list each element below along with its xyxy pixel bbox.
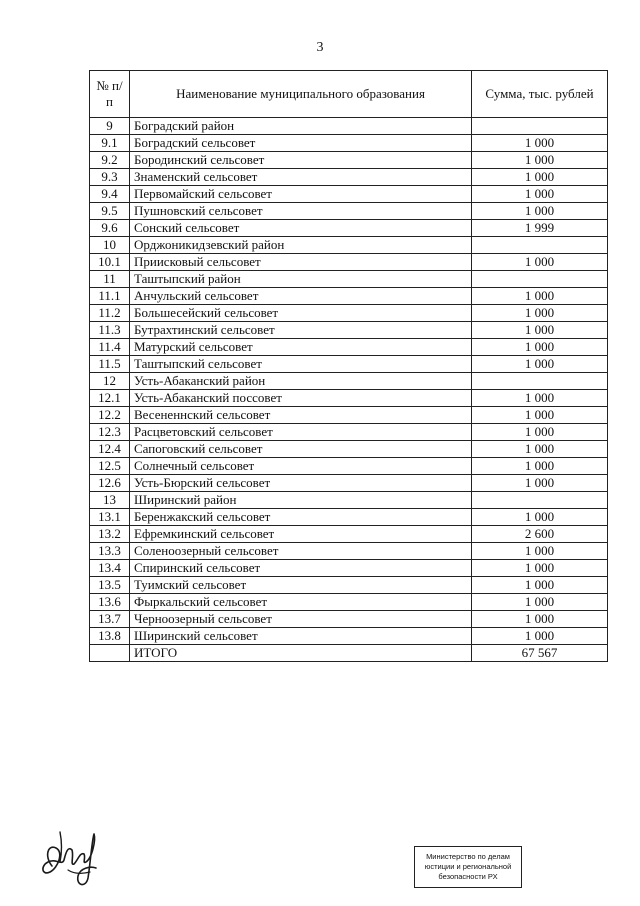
row-name-cell: Боградский сельсовет: [130, 135, 472, 152]
row-sum-cell: 1 999: [472, 220, 608, 237]
row-number-cell: 10.1: [90, 254, 130, 271]
row-name-cell: Усть-Бюрский сельсовет: [130, 475, 472, 492]
row-name-cell: Бутрахтинский сельсовет: [130, 322, 472, 339]
table-row: [90, 628, 608, 645]
table-row: [90, 254, 608, 271]
table-row: [90, 611, 608, 628]
row-sum-cell: 1 000: [472, 628, 608, 645]
table-row: [90, 543, 608, 560]
row-number-cell: 9.6: [90, 220, 130, 237]
row-number-cell: 10: [90, 237, 130, 254]
row-sum-cell: 1 000: [472, 407, 608, 424]
row-sum-cell: 1 000: [472, 186, 608, 203]
row-number-cell: 11.2: [90, 305, 130, 322]
row-sum-cell: 1 000: [472, 152, 608, 169]
row-name-cell: Орджоникидзевский район: [130, 237, 472, 254]
header-num: № п/п: [90, 71, 130, 118]
row-sum-cell: 1 000: [472, 424, 608, 441]
table-row: [90, 475, 608, 492]
row-number-cell: 9.5: [90, 203, 130, 220]
header-sum: Сумма, тыс. рублей: [472, 71, 608, 118]
row-name-cell: Приисковый сельсовет: [130, 254, 472, 271]
table-row: [90, 509, 608, 526]
row-sum-cell: 2 600: [472, 526, 608, 543]
row-number-cell: 13.7: [90, 611, 130, 628]
row-number-cell: 9.4: [90, 186, 130, 203]
row-sum-cell: 1 000: [472, 441, 608, 458]
row-number-cell: 12.4: [90, 441, 130, 458]
table-row: [90, 356, 608, 373]
table-row: [90, 237, 608, 254]
row-name-cell: Туимский сельсовет: [130, 577, 472, 594]
table-row: [90, 186, 608, 203]
row-name-cell: Солнечный сельсовет: [130, 458, 472, 475]
row-number-cell: 11.4: [90, 339, 130, 356]
row-number-cell: 11.3: [90, 322, 130, 339]
table-row: [90, 441, 608, 458]
row-number-cell: 12.2: [90, 407, 130, 424]
table-row: [90, 577, 608, 594]
table-row: [90, 305, 608, 322]
row-number-cell: 11: [90, 271, 130, 288]
row-name-cell: Беренжакский сельсовет: [130, 509, 472, 526]
row-sum-cell: 1 000: [472, 135, 608, 152]
table-row: [90, 322, 608, 339]
row-number-cell: 13.4: [90, 560, 130, 577]
row-number-cell: 12: [90, 373, 130, 390]
row-name-cell: Бородинский сельсовет: [130, 152, 472, 169]
row-number-cell: 13.5: [90, 577, 130, 594]
row-number-cell: 13: [90, 492, 130, 509]
table-row: [90, 458, 608, 475]
row-name-cell: Знаменский сельсовет: [130, 169, 472, 186]
table-row: [90, 407, 608, 424]
table-row: [90, 560, 608, 577]
row-name-cell: ИТОГО: [130, 645, 472, 662]
row-sum-cell: 1 000: [472, 203, 608, 220]
stamp-line-3: безопасности РХ: [438, 872, 498, 881]
table-row: [90, 594, 608, 611]
row-number-cell: 12.5: [90, 458, 130, 475]
row-number-cell: 12.1: [90, 390, 130, 407]
row-sum-cell: 1 000: [472, 305, 608, 322]
budget-table: [89, 70, 608, 662]
row-name-cell: Соленоозерный сельсовет: [130, 543, 472, 560]
table-row: [90, 373, 608, 390]
row-number-cell: 13.2: [90, 526, 130, 543]
row-sum-cell: 1 000: [472, 288, 608, 305]
row-number-cell: 9: [90, 118, 130, 135]
page-number: 3: [316, 40, 324, 55]
row-sum-cell: 1 000: [472, 475, 608, 492]
row-number-cell: 12.6: [90, 475, 130, 492]
row-name-cell: Таштыпский район: [130, 271, 472, 288]
row-sum-cell: 1 000: [472, 611, 608, 628]
table-row: [90, 339, 608, 356]
row-sum-cell: 1 000: [472, 458, 608, 475]
table-row: [90, 526, 608, 543]
table-row: [90, 152, 608, 169]
table-row: [90, 492, 608, 509]
header-name: Наименование муниципального образования: [130, 71, 472, 118]
table-header-row: [90, 71, 608, 118]
row-name-cell: Фыркальский сельсовет: [130, 594, 472, 611]
row-name-cell: Ширинский сельсовет: [130, 628, 472, 645]
row-name-cell: Анчульский сельсовет: [130, 288, 472, 305]
row-name-cell: Большесейский сельсовет: [130, 305, 472, 322]
table-row: [90, 169, 608, 186]
row-number-cell: [90, 645, 130, 662]
row-number-cell: 11.5: [90, 356, 130, 373]
row-name-cell: Спиринский сельсовет: [130, 560, 472, 577]
row-number-cell: 9.1: [90, 135, 130, 152]
row-sum-cell: 1 000: [472, 322, 608, 339]
row-name-cell: Первомайский сельсовет: [130, 186, 472, 203]
row-name-cell: Ефремкинский сельсовет: [130, 526, 472, 543]
row-sum-cell: [472, 492, 608, 509]
row-sum-cell: [472, 271, 608, 288]
row-sum-cell: 1 000: [472, 594, 608, 611]
row-number-cell: 9.2: [90, 152, 130, 169]
total-row: [90, 645, 608, 662]
ministry-stamp: [414, 846, 522, 888]
row-name-cell: Боградский район: [130, 118, 472, 135]
table-row: [90, 118, 608, 135]
row-name-cell: Пушновский сельсовет: [130, 203, 472, 220]
row-sum-cell: 1 000: [472, 356, 608, 373]
row-sum-cell: 1 000: [472, 509, 608, 526]
row-name-cell: Расцветовский сельсовет: [130, 424, 472, 441]
signature-image: [38, 826, 108, 890]
row-sum-cell: 1 000: [472, 169, 608, 186]
row-sum-cell: 1 000: [472, 577, 608, 594]
row-number-cell: 12.3: [90, 424, 130, 441]
table-row: [90, 135, 608, 152]
table-row: [90, 203, 608, 220]
row-name-cell: Усть-Абаканский поссовет: [130, 390, 472, 407]
row-sum-cell: 1 000: [472, 560, 608, 577]
row-name-cell: Матурский сельсовет: [130, 339, 472, 356]
stamp-line-2: юстиции и региональной: [424, 862, 512, 871]
row-number-cell: 13.6: [90, 594, 130, 611]
table-row: [90, 271, 608, 288]
table-body: [90, 118, 608, 662]
row-name-cell: Сапоговский сельсовет: [130, 441, 472, 458]
row-number-cell: 13.1: [90, 509, 130, 526]
row-sum-cell: [472, 373, 608, 390]
row-name-cell: Усть-Абаканский район: [130, 373, 472, 390]
table-row: [90, 424, 608, 441]
table-row: [90, 220, 608, 237]
row-sum-cell: 1 000: [472, 390, 608, 407]
table-row: [90, 390, 608, 407]
stamp-line-1: Министерство по делам: [426, 852, 510, 861]
row-name-cell: Сонский сельсовет: [130, 220, 472, 237]
row-number-cell: 13.8: [90, 628, 130, 645]
row-sum-cell: 1 000: [472, 254, 608, 271]
row-sum-cell: 67 567: [472, 645, 608, 662]
row-number-cell: 9.3: [90, 169, 130, 186]
row-sum-cell: [472, 237, 608, 254]
table-row: [90, 288, 608, 305]
row-number-cell: 11.1: [90, 288, 130, 305]
row-sum-cell: 1 000: [472, 339, 608, 356]
row-number-cell: 13.3: [90, 543, 130, 560]
row-name-cell: Черноозерный сельсовет: [130, 611, 472, 628]
row-name-cell: Ширинский район: [130, 492, 472, 509]
row-name-cell: Таштыпский сельсовет: [130, 356, 472, 373]
row-name-cell: Весененнский сельсовет: [130, 407, 472, 424]
row-sum-cell: [472, 118, 608, 135]
row-sum-cell: 1 000: [472, 543, 608, 560]
